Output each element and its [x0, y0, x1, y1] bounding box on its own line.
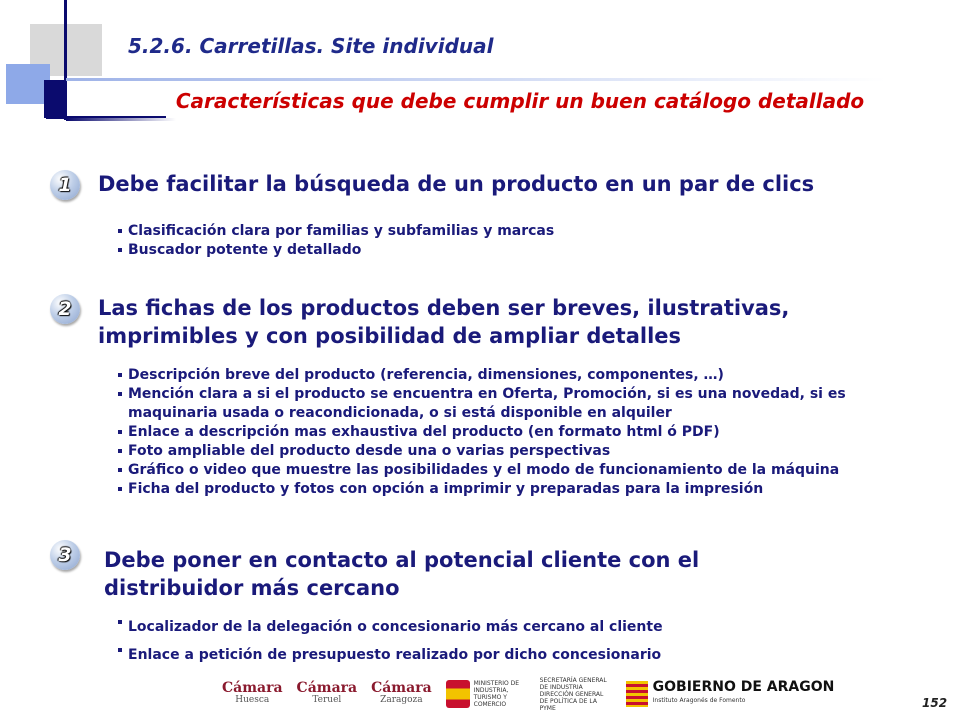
logo-city: Teruel [312, 695, 342, 705]
camara-zaragoza-logo [371, 682, 432, 706]
section-number-badge: 1 [50, 170, 80, 200]
instituto-text: Instituto Aragonés de Fomento [652, 697, 746, 704]
section-number-badge: 2 [50, 294, 80, 324]
camara-huesca-logo [222, 682, 283, 706]
list-item: Localizador de la delegación o concesionario más cercano al cliente [116, 613, 876, 641]
list-item: Descripción breve del producto (referencia, dimensiones, componentes, …) [116, 366, 864, 385]
section-number-badge: 3 [50, 540, 80, 570]
ministerio-logo [446, 677, 612, 712]
ministerio-text: MINISTERIO DE INDUSTRIA, TURISMO Y COMERCIO [473, 680, 520, 708]
section-bullet-list [116, 366, 864, 499]
header-decoration-navy-block [44, 80, 64, 118]
section-heading: Debe poner en contacto al potencial cliente con el distribuidor más cercano [104, 548, 700, 600]
section-bullet-list [116, 613, 876, 669]
list-item: Foto ampliable del producto desde una o varias perspectivas [116, 442, 864, 461]
camara-teruel-logo [297, 682, 358, 706]
list-item: Gráfico o video que muestre las posibilidades y el modo de funcionamiento de la máquina [116, 461, 864, 480]
list-item: Clasificación clara por familias y subfamilias y marcas [116, 222, 876, 241]
spain-coat-of-arms-icon [446, 680, 470, 708]
logo-city: Huesca [235, 695, 270, 705]
footer-logos [222, 676, 834, 712]
list-item: Ficha del producto y fotos con opción a imprimir y preparadas para la impresión [116, 480, 864, 499]
list-item: Enlace a petición de presupuesto realizado por dicho concesionario [116, 641, 876, 669]
section-bullet-list [116, 222, 876, 260]
secretaria-text: SECRETARÍA GENERAL DE INDUSTRIA DIRECCIÓN GENERAL DE POLÍTICA DE LA PYME [539, 676, 607, 712]
list-item: Mención clara a si el producto se encuentra en Oferta, Promoción, si es una novedad, si es maquinaria usada o reacondicionada, o si está disponible en alquiler [116, 385, 864, 423]
slide-subtitle: Características que debe cumplir un buen catálogo detallado [175, 89, 865, 113]
slide-title: 5.2.6. Carretillas. Site individual [128, 34, 494, 58]
list-item: Buscador potente y detallado [116, 241, 876, 260]
header-decoration-vertical-line [64, 0, 67, 120]
logo-name: Cámara [371, 680, 432, 696]
header-divider-line [66, 78, 886, 81]
section-heading: Las fichas de los productos deben ser breves, ilustrativas, imprimibles y con posibilidad de ampliar detalles [98, 296, 790, 348]
page-number: 152 [922, 696, 948, 710]
header-divider-accent [66, 118, 176, 121]
section-heading: Debe facilitar la búsqueda de un producto en un par de clics [98, 172, 815, 196]
gobierno-aragon-logo [626, 680, 835, 708]
logo-name: Cámara [222, 680, 283, 696]
logo-name: Cámara [296, 680, 358, 696]
logo-city: Zaragoza [380, 695, 423, 705]
list-item: Enlace a descripción mas exhaustiva del producto (en formato html ó PDF) [116, 423, 864, 442]
gobierno-text: GOBIERNO DE ARAGON [652, 679, 835, 695]
aragon-flag-icon [626, 681, 648, 707]
